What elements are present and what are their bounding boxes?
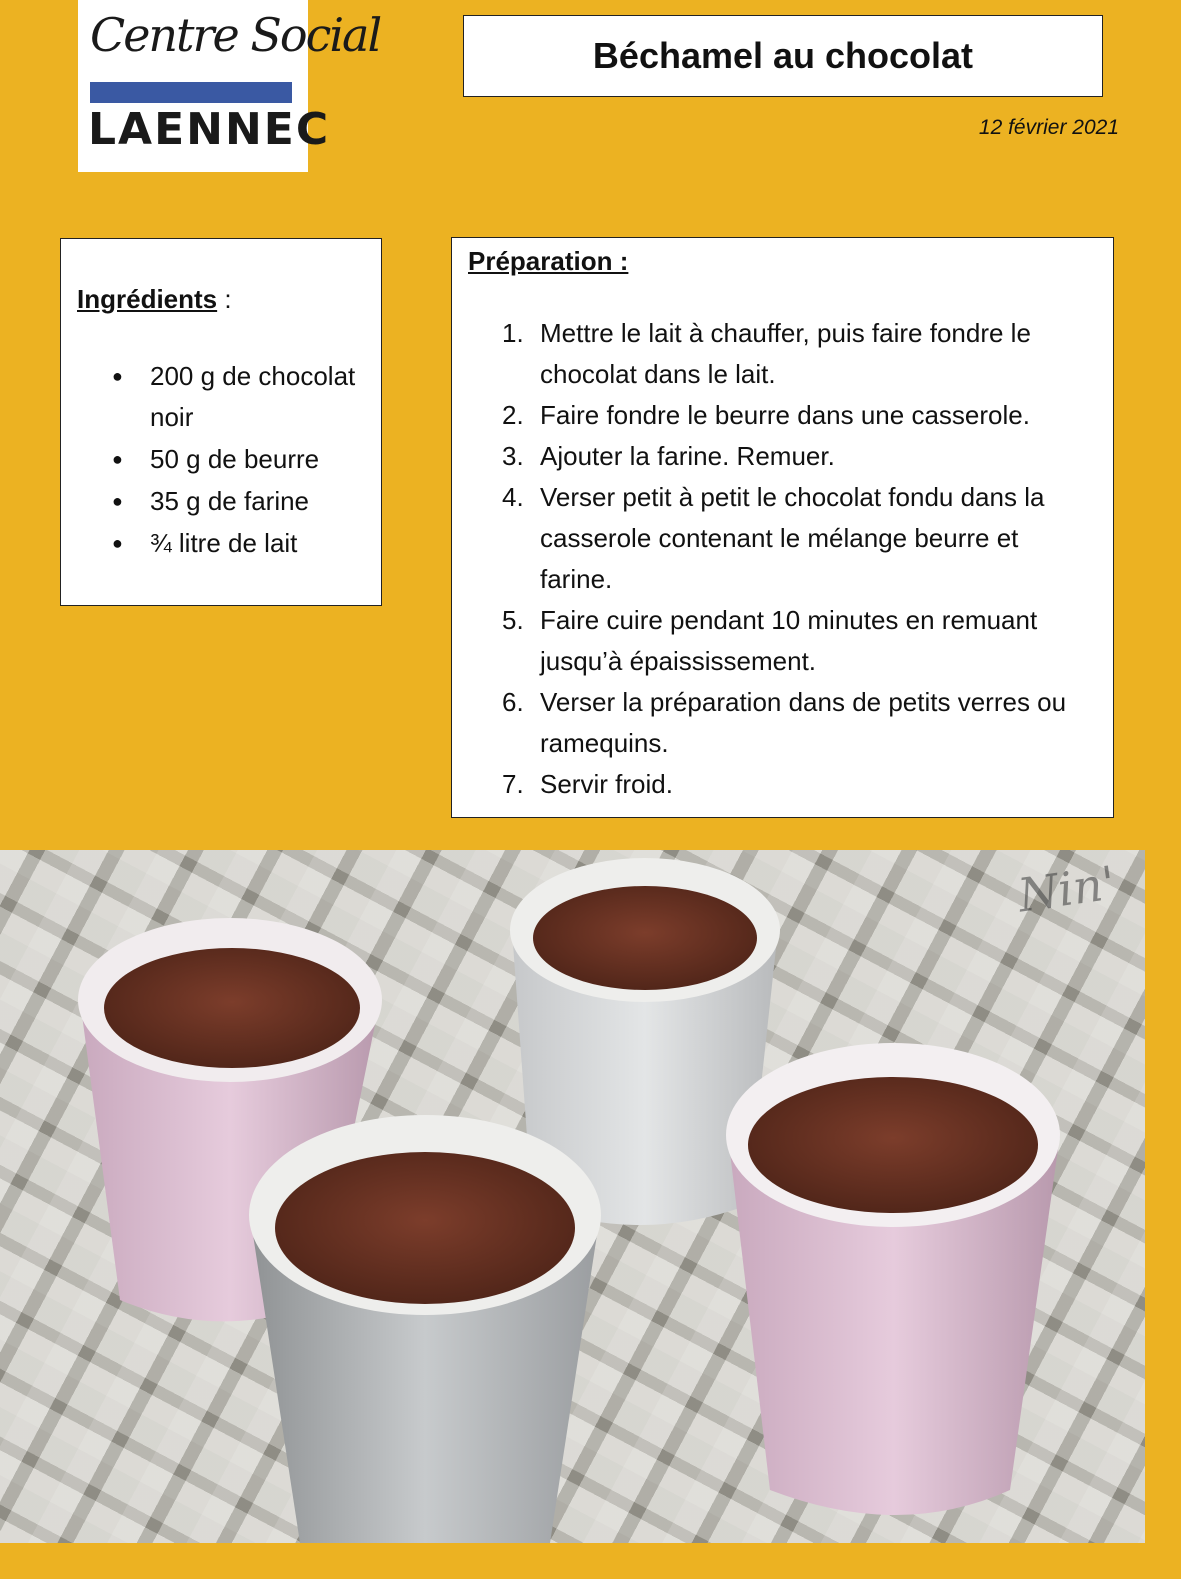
step-number: 5. xyxy=(502,605,524,635)
recipe-date: 12 février 2021 xyxy=(978,116,1119,139)
cup-right-pink xyxy=(726,1043,1060,1515)
recipe-title: Béchamel au chocolat xyxy=(592,35,974,76)
cups-illustration xyxy=(0,850,1145,1543)
ingredient-item: ● 50 g de beurre xyxy=(150,439,370,480)
step-number: 2. xyxy=(502,400,524,430)
preparation-step xyxy=(502,477,1080,600)
ingredient-item: ● ¾ litre de lait xyxy=(150,523,370,564)
step-number: 7. xyxy=(502,769,524,799)
ingredient-item: ● 35 g de farine xyxy=(150,481,370,522)
step-number: 6. xyxy=(502,687,524,717)
preparation-step xyxy=(502,436,1080,477)
ingredients-list xyxy=(61,356,370,565)
step-text: Faire cuire pendant 10 minutes en remuant jusqu’à épaississement. xyxy=(540,605,1038,676)
preparation-step xyxy=(502,764,1080,805)
centre-social-logo xyxy=(78,0,381,172)
step-text: Verser petit à petit le chocolat fondu dans la casserole contenant le mélange beurre et farine. xyxy=(540,482,1045,594)
step-number: 1. xyxy=(502,318,524,348)
logo-script-text: Centre Social xyxy=(90,8,381,62)
cup-front-grey xyxy=(249,1115,601,1543)
preparation-box xyxy=(451,237,1114,818)
ingredients-heading xyxy=(77,284,232,315)
preparation-step xyxy=(502,395,1080,436)
preparation-step xyxy=(502,682,1080,764)
ingredients-heading-colon: : xyxy=(217,284,232,314)
logo-word-text: LAENNEC xyxy=(88,104,331,155)
photo-signature: Nin' xyxy=(1014,855,1119,923)
preparation-step xyxy=(502,313,1080,395)
ingredient-item: ● 200 g de chocolat noir xyxy=(150,356,370,438)
chocolate-cups-photo xyxy=(0,850,1145,1543)
step-number: 4. xyxy=(502,482,524,512)
step-text: Faire fondre le beurre dans une casserole. xyxy=(540,400,1030,430)
step-text: Mettre le lait à chauffer, puis faire fondre le chocolat dans le lait. xyxy=(540,318,1031,389)
logo-blue-bar xyxy=(90,82,292,103)
step-text: Verser la préparation dans de petits verres ou ramequins. xyxy=(540,687,1067,758)
ingredients-box xyxy=(60,238,382,606)
step-text: Ajouter la farine. Remuer. xyxy=(540,441,835,471)
preparation-step xyxy=(502,600,1080,682)
ingredients-heading-label: Ingrédients xyxy=(77,284,218,314)
preparation-heading-label: Préparation : xyxy=(468,246,629,276)
preparation-steps xyxy=(452,313,1080,805)
step-number: 3. xyxy=(502,441,524,471)
recipe-title-box xyxy=(463,15,1103,97)
step-text: Servir froid. xyxy=(540,769,673,799)
preparation-heading xyxy=(468,246,628,277)
